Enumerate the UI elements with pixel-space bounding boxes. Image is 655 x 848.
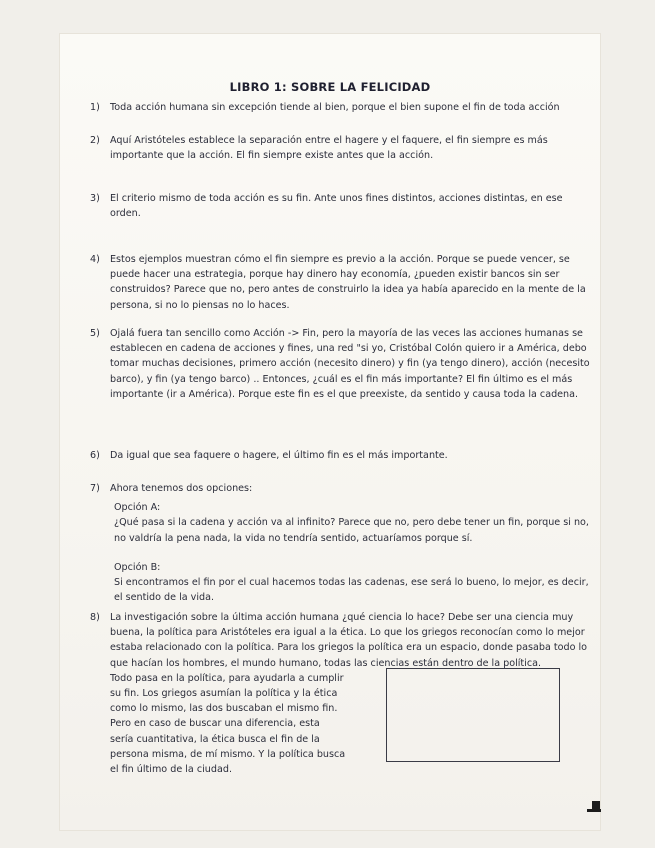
list-item (90, 252, 590, 313)
item-text: Toda acción humana sin excepción tiende al bien, porque el bien supone el fin de toda acción (110, 102, 560, 113)
option-b-text: Si encontramos el fin por el cual hacemos todas las cadenas, ese será lo bueno, lo mejor, es decir, el sentido de la vida. (114, 577, 589, 604)
item-number: 4) (90, 254, 100, 265)
item-number: 2) (90, 135, 100, 146)
list-item (90, 100, 590, 115)
item-number: 6) (90, 450, 100, 461)
list-item (90, 191, 590, 221)
option-a (110, 500, 590, 546)
list-item (90, 448, 590, 463)
list-item (90, 326, 590, 402)
item-text: Estos ejemplos muestran cómo el fin siempre es previo a la acción. Porque se puede vencer, se puede hacer una estrategia, porque hay dinero hay economía, ¿pueden existir bancos sin ser construidos? Parece que no, pero antes de construirlo la idea ya había aparecido en la mente de la persona, si no lo piensas no lo haces. (110, 254, 586, 311)
item-text: Ojalá fuera tan sencillo como Acción -> Fin, pero la mayoría de las veces las acciones humanas se establecen en cadena de acciones y fines, una red "si yo, Cristóbal Colón quiero ir a América, debo tomar muchas decisiones, primero acción (necesito dinero) y fin (ya tengo dinero), acción (necesito barco), y fin (ya tengo barco) .. Entonces, ¿cuál es el fin más importante? El fin último es el más importante (ir a América). Porque este fin es el que preexiste, da sentido y causa toda la cadena. (110, 328, 590, 400)
page-corner-mark (587, 809, 601, 812)
document-page (60, 34, 600, 830)
item-number: 8) (90, 612, 100, 623)
item-text: La investigación sobre la última acción humana ¿qué ciencia lo hace? Debe ser una ciencia muy buena, la política para Aristóteles era igual a la ética. Lo que los griegos reconocían como lo mejor estaba relacionado con la política. Para los griegos la política era un espacio, donde pasaba todo lo que hacían los hombres, el mundo humano, todas las ciencias están dentro de la política. (110, 612, 588, 669)
list-item (90, 481, 590, 605)
option-b (110, 560, 590, 606)
item-number: 1) (90, 102, 100, 113)
item-number: 3) (90, 193, 100, 204)
item-text-continued: Todo pasa en la política, para ayudarla a cumplir su fin. Los griegos asumían la política y la ética como lo mismo, las dos buscaban el mismo fin. Pero en caso de buscar una diferencia, esta sería cuantitativa, la ética busca el fin de la persona misma, de mí mismo. Y la política busca el fin último de la ciudad. (110, 672, 346, 776)
document-title: LIBRO 1: SOBRE LA FELICIDAD (229, 80, 431, 94)
option-b-label: Opción B: (114, 561, 161, 573)
option-a-label: Opción A: (114, 502, 161, 514)
item-text: El criterio mismo de toda acción es su fin. Ante unos fines distintos, acciones distintas, en ese orden. (110, 193, 563, 220)
item-text: Aquí Aristóteles establece la separación entre el hagere y el faquere, el fin siempre es más importante que la acción. El fin siempre existe antes que la acción. (110, 135, 548, 162)
item-number: 7) (90, 483, 100, 494)
item-text: Ahora tenemos dos opciones: (110, 483, 253, 494)
list-item (90, 133, 590, 163)
item-number: 5) (90, 328, 100, 339)
empty-box (386, 668, 560, 762)
item-text: Da igual que sea faquere o hagere, el último fin es el más importante. (110, 450, 448, 461)
option-a-text: ¿Qué pasa si la cadena y acción va al infinito? Parece que no, pero debe tener un fin, porque si no, no valdría la pena nada, la vida no tendría sentido, actuaríamos porque sí. (114, 517, 589, 544)
